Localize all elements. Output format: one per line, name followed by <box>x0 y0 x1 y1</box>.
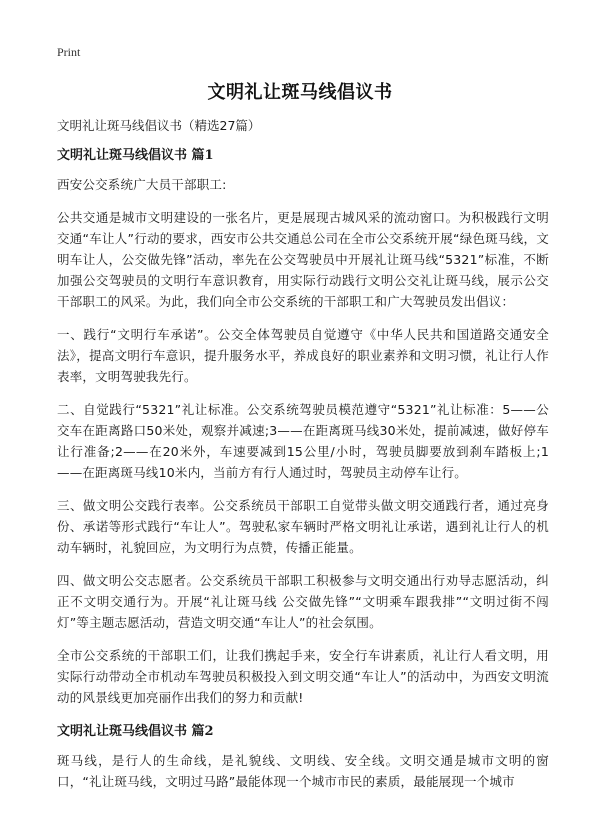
body-paragraph: 斑马线，是行人的生命线，是礼貌线、文明线、安全线。文明交通是城市文明的窗口，“礼让斑马线，文明过马路”最能体现一个城市市民的素质，最能展现一个城市 <box>57 753 549 789</box>
body-paragraph: 二、自觉践行“5321”礼让标准。公交系统驾驶员模范遵守“5321”礼让标准：5——公交车在距离路口50米处，观察并减速;3——在距离斑马线30米处，提前减速，做好停车让行准备;2——在20米外，车速要减到15公里/小时，驾驶员脚要放到刹车踏板上;1——在距离斑马线10米内，当前方有行人通过时，驾驶员主动停车让行。 <box>57 402 549 480</box>
print-link[interactable]: Print <box>57 45 81 59</box>
document-body <box>57 116 549 804</box>
section-heading: 文明礼让斑马线倡议书 篇2 <box>57 724 214 739</box>
section-heading: 文明礼让斑马线倡议书 篇1 <box>57 148 214 163</box>
body-paragraph: 一、践行“文明行车承诺”。公交全体驾驶员自觉遵守《中华人民共和国道路交通安全法》，提高文明行车意识，提升服务水平，养成良好的职业素养和文明习惯，礼让行人作表率，文明驾驶我先行。 <box>57 327 549 384</box>
body-paragraph: 全市公交系统的干部职工们，让我们携起手来，安全行车讲素质，礼让行人看文明，用实际行动带动全市机动车驾驶员积极投入到文明交通“车让人”的活动中，为西安文明流动的风景线更加亮丽作出我们的努力和贡献! <box>57 648 549 705</box>
section-1 <box>57 146 549 708</box>
page-title: 文明礼让斑马线倡议书 <box>207 82 393 103</box>
document-subtitle: 文明礼让斑马线倡议书（精选27篇） <box>57 118 261 133</box>
section-2 <box>57 722 549 792</box>
body-paragraph: 三、做文明公交践行表率。公交系统员干部职工自觉带头做文明交通践行者，通过亮身份、承诺等形式践行“车让人”。驾驶私家车辆时严格文明礼让承诺，遇到礼让行人的机动车辆时，礼貌回应，为文明行为点赞，传播正能量。 <box>57 498 549 555</box>
body-paragraph: 四、做文明公交志愿者。公交系统员干部职工积极参与文明交通出行劝导志愿活动，纠正不文明交通行为。开展“礼让斑马线 公交做先锋”“文明乘车跟我排”“文明过街不闯灯”等主题志愿活动，营造文明交通“车让人”的社会氛围。 <box>57 573 549 630</box>
salutation-paragraph: 西安公交系统广大员干部职工: <box>57 177 227 192</box>
body-paragraph: 公共交通是城市文明建设的一张名片，更是展现古城风采的流动窗口。为积极践行文明交通“车让人”行动的要求，西安市公共交通总公司在全市公交系统开展“绿色斑马线，文明车让人，公交做先锋”活动，率先在公交驾驶员中开展礼让斑马线“5321”标准，不断加强公交驾驶员的文明行车意识教育，用实际行动践行文明公交礼让斑马线，展示公交干部职工的风采。为此，我们向全市公交系统的干部职工和广大驾驶员发出倡议： <box>57 210 549 309</box>
